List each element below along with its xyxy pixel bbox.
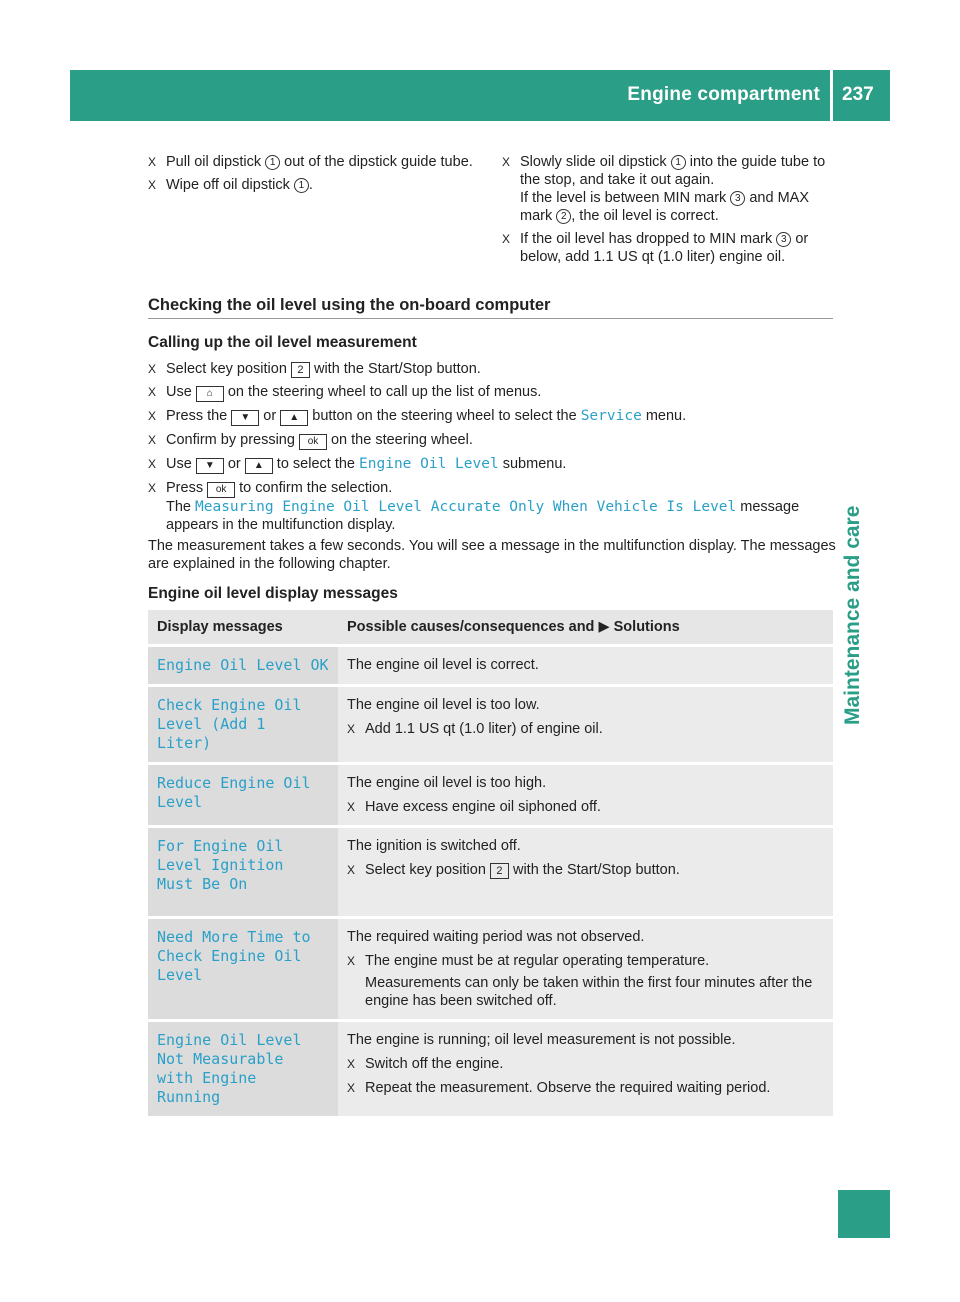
step-text: Select key position bbox=[365, 862, 490, 878]
step-home-button bbox=[148, 383, 838, 402]
page-number: 237 bbox=[842, 84, 874, 105]
right-steps bbox=[502, 153, 837, 271]
step-text: Select key position bbox=[166, 361, 291, 377]
up-button-icon: ▲ bbox=[280, 410, 308, 426]
step-add-oil bbox=[502, 230, 837, 266]
table-row bbox=[148, 827, 833, 918]
step-text: submenu. bbox=[498, 456, 567, 472]
step-text: into the guide tube to the stop, and take it out again. bbox=[520, 154, 826, 188]
step-text: button on the steering wheel to select the bbox=[308, 408, 581, 424]
solution-note: Measurements can only be taken within the first four minutes after the engine has been switched off. bbox=[365, 975, 813, 1009]
header-separator bbox=[830, 70, 833, 121]
step-text: Press the bbox=[166, 408, 232, 424]
display-message-cell bbox=[148, 646, 338, 686]
step-arrow-icon: X bbox=[502, 155, 511, 169]
table-title: Engine oil level display messages bbox=[148, 585, 398, 602]
solution-step bbox=[347, 952, 824, 970]
up-button-icon: ▲ bbox=[245, 458, 273, 474]
table-row bbox=[148, 686, 833, 764]
step-text: and MAX mark bbox=[520, 190, 809, 224]
column-header-causes bbox=[338, 610, 833, 646]
step-select-submenu bbox=[148, 455, 838, 474]
step-text: The engine must be at regular operating temperature. bbox=[365, 953, 710, 969]
display-message: Need More Time to Check Engine Oil Level bbox=[157, 928, 311, 984]
step-text: . bbox=[308, 177, 313, 193]
callout-1-icon: 1 bbox=[265, 155, 280, 170]
step-text: If the oil level has dropped to MIN mark bbox=[520, 231, 777, 247]
display-message-cell bbox=[148, 918, 338, 1021]
display-message: For Engine Oil Level Ignition Must Be On bbox=[157, 837, 284, 893]
header-text: Possible causes/consequences and bbox=[347, 619, 599, 635]
table-row bbox=[148, 646, 833, 686]
display-message-cell bbox=[148, 827, 338, 918]
display-message-measuring: Measuring Engine Oil Level Accurate Only When Vehicle Is Level bbox=[195, 499, 737, 515]
step-select-service bbox=[148, 407, 838, 426]
step-text: with the Start/Stop button. bbox=[508, 862, 680, 878]
display-message-cell bbox=[148, 686, 338, 764]
step-confirm bbox=[148, 431, 838, 450]
step-text: on the steering wheel. bbox=[326, 432, 473, 448]
step-arrow-icon: X bbox=[148, 385, 157, 399]
step-arrow-icon: X bbox=[347, 722, 356, 736]
step-text: on the steering wheel to call up the list of menus. bbox=[223, 384, 542, 400]
solution-step bbox=[347, 861, 824, 879]
key-position-2-icon: 2 bbox=[291, 362, 310, 378]
step-text: to confirm the selection. bbox=[235, 480, 393, 496]
step-text: Use bbox=[166, 384, 196, 400]
step-arrow-icon: X bbox=[347, 863, 356, 877]
step-text: Add 1.1 US qt (1.0 liter) of engine oil. bbox=[365, 721, 603, 737]
key-position-2-icon: 2 bbox=[490, 863, 509, 879]
step-text: The bbox=[166, 499, 196, 515]
step-text: or below, add 1.1 US qt (1.0 liter) engine oil. bbox=[520, 231, 809, 265]
section-title: Checking the oil level using the on-board computer bbox=[148, 296, 551, 314]
step-text: out of the dipstick guide tube. bbox=[280, 154, 473, 170]
step-text: Wipe off oil dipstick bbox=[166, 177, 294, 193]
step-text: menu. bbox=[641, 408, 687, 424]
causes-cell bbox=[338, 918, 833, 1021]
step-text: Confirm by pressing bbox=[166, 432, 299, 448]
step-arrow-icon: X bbox=[148, 457, 157, 471]
step-key-position bbox=[148, 360, 838, 378]
down-button-icon: ▼ bbox=[196, 458, 224, 474]
step-arrow-icon: X bbox=[148, 178, 157, 192]
home-icon: ⌂ bbox=[196, 386, 224, 402]
display-message: Reduce Engine Oil Level bbox=[157, 774, 311, 811]
step-text: Use bbox=[166, 456, 196, 472]
table-row bbox=[148, 918, 833, 1021]
side-tab-marker bbox=[838, 1190, 890, 1238]
step-text: to select the bbox=[272, 456, 360, 472]
callout-2-icon: 2 bbox=[556, 209, 571, 224]
display-message: Engine Oil Level OK bbox=[157, 656, 329, 674]
causes-cell bbox=[338, 827, 833, 918]
step-slide-dipstick bbox=[502, 153, 837, 225]
measurement-paragraph: The measurement takes a few seconds. You will see a message in the multifunction display. The messages are explained in the following chapter. bbox=[148, 538, 836, 572]
step-text: Switch off the engine. bbox=[365, 1056, 504, 1072]
callout-3-icon: 3 bbox=[776, 232, 791, 247]
display-message-cell bbox=[148, 764, 338, 827]
solution-arrow-icon: ▶ bbox=[598, 619, 610, 635]
causes-cell bbox=[338, 646, 833, 686]
step-text: Pull oil dipstick bbox=[166, 154, 266, 170]
down-button-icon: ▼ bbox=[231, 410, 259, 426]
cause-text: The engine is running; oil level measurement is not possible. bbox=[347, 1032, 736, 1048]
callout-1-icon: 1 bbox=[671, 155, 686, 170]
step-text: Press bbox=[166, 480, 208, 496]
step-text: , the oil level is correct. bbox=[571, 208, 719, 224]
table-row bbox=[148, 764, 833, 827]
solution-step bbox=[347, 1055, 824, 1073]
cause-text: The engine oil level is too high. bbox=[347, 775, 547, 791]
solution-step bbox=[347, 798, 824, 816]
cause-text: The engine oil level is too low. bbox=[347, 697, 540, 713]
callout-3-icon: 3 bbox=[730, 191, 745, 206]
step-arrow-icon: X bbox=[347, 1057, 356, 1071]
step-arrow-icon: X bbox=[502, 232, 511, 246]
header-text: Solutions bbox=[609, 619, 680, 635]
menu-name-engine-oil-level: Engine Oil Level bbox=[359, 456, 499, 472]
step-text: with the Start/Stop button. bbox=[309, 361, 481, 377]
step-arrow-icon: X bbox=[148, 155, 157, 169]
step-text: Have excess engine oil siphoned off. bbox=[365, 799, 601, 815]
step-arrow-icon: X bbox=[148, 433, 157, 447]
solution-step bbox=[347, 720, 824, 738]
step-arrow-icon: X bbox=[148, 481, 157, 495]
step-pull-dipstick bbox=[148, 153, 478, 171]
messages-table bbox=[148, 610, 833, 1116]
left-steps bbox=[148, 153, 478, 199]
table-header-row bbox=[148, 610, 833, 646]
step-arrow-icon: X bbox=[148, 409, 157, 423]
causes-cell bbox=[338, 1021, 833, 1117]
display-message: Engine Oil Level Not Measurable with Engine Running bbox=[157, 1031, 302, 1106]
page-title: Engine compartment bbox=[627, 84, 820, 105]
step-arrow-icon: X bbox=[148, 362, 157, 376]
step-arrow-icon: X bbox=[347, 1081, 356, 1095]
table-row bbox=[148, 1021, 833, 1117]
cause-text: The required waiting period was not observed. bbox=[347, 929, 645, 945]
display-message-cell bbox=[148, 1021, 338, 1117]
step-text: message appears in the multifunction display. bbox=[166, 499, 800, 533]
step-wipe-dipstick bbox=[148, 176, 478, 194]
step-text: If the level is between MIN mark bbox=[520, 190, 731, 206]
menu-name-service: Service bbox=[580, 408, 642, 424]
step-text: or bbox=[223, 456, 245, 472]
section-divider bbox=[148, 318, 833, 319]
ok-button-icon: ok bbox=[207, 482, 235, 498]
cause-text: The ignition is switched off. bbox=[347, 838, 521, 854]
step-arrow-icon: X bbox=[347, 954, 356, 968]
column-header-display-messages: Display messages bbox=[148, 610, 338, 646]
causes-cell bbox=[338, 764, 833, 827]
solution-step bbox=[347, 1079, 824, 1097]
ok-button-icon: ok bbox=[299, 434, 327, 450]
subsection-title: Calling up the oil level measurement bbox=[148, 334, 417, 351]
onboard-steps bbox=[148, 360, 838, 539]
step-arrow-icon: X bbox=[347, 800, 356, 814]
callout-1-icon: 1 bbox=[294, 178, 309, 193]
display-message: Check Engine Oil Level (Add 1 Liter) bbox=[157, 696, 302, 752]
step-text: Repeat the measurement. Observe the required waiting period. bbox=[365, 1080, 771, 1096]
cause-text: The engine oil level is correct. bbox=[347, 657, 539, 673]
step-text: Slowly slide oil dipstick bbox=[520, 154, 671, 170]
step-text: or bbox=[259, 408, 281, 424]
step-press-ok bbox=[148, 479, 838, 534]
causes-cell bbox=[338, 686, 833, 764]
